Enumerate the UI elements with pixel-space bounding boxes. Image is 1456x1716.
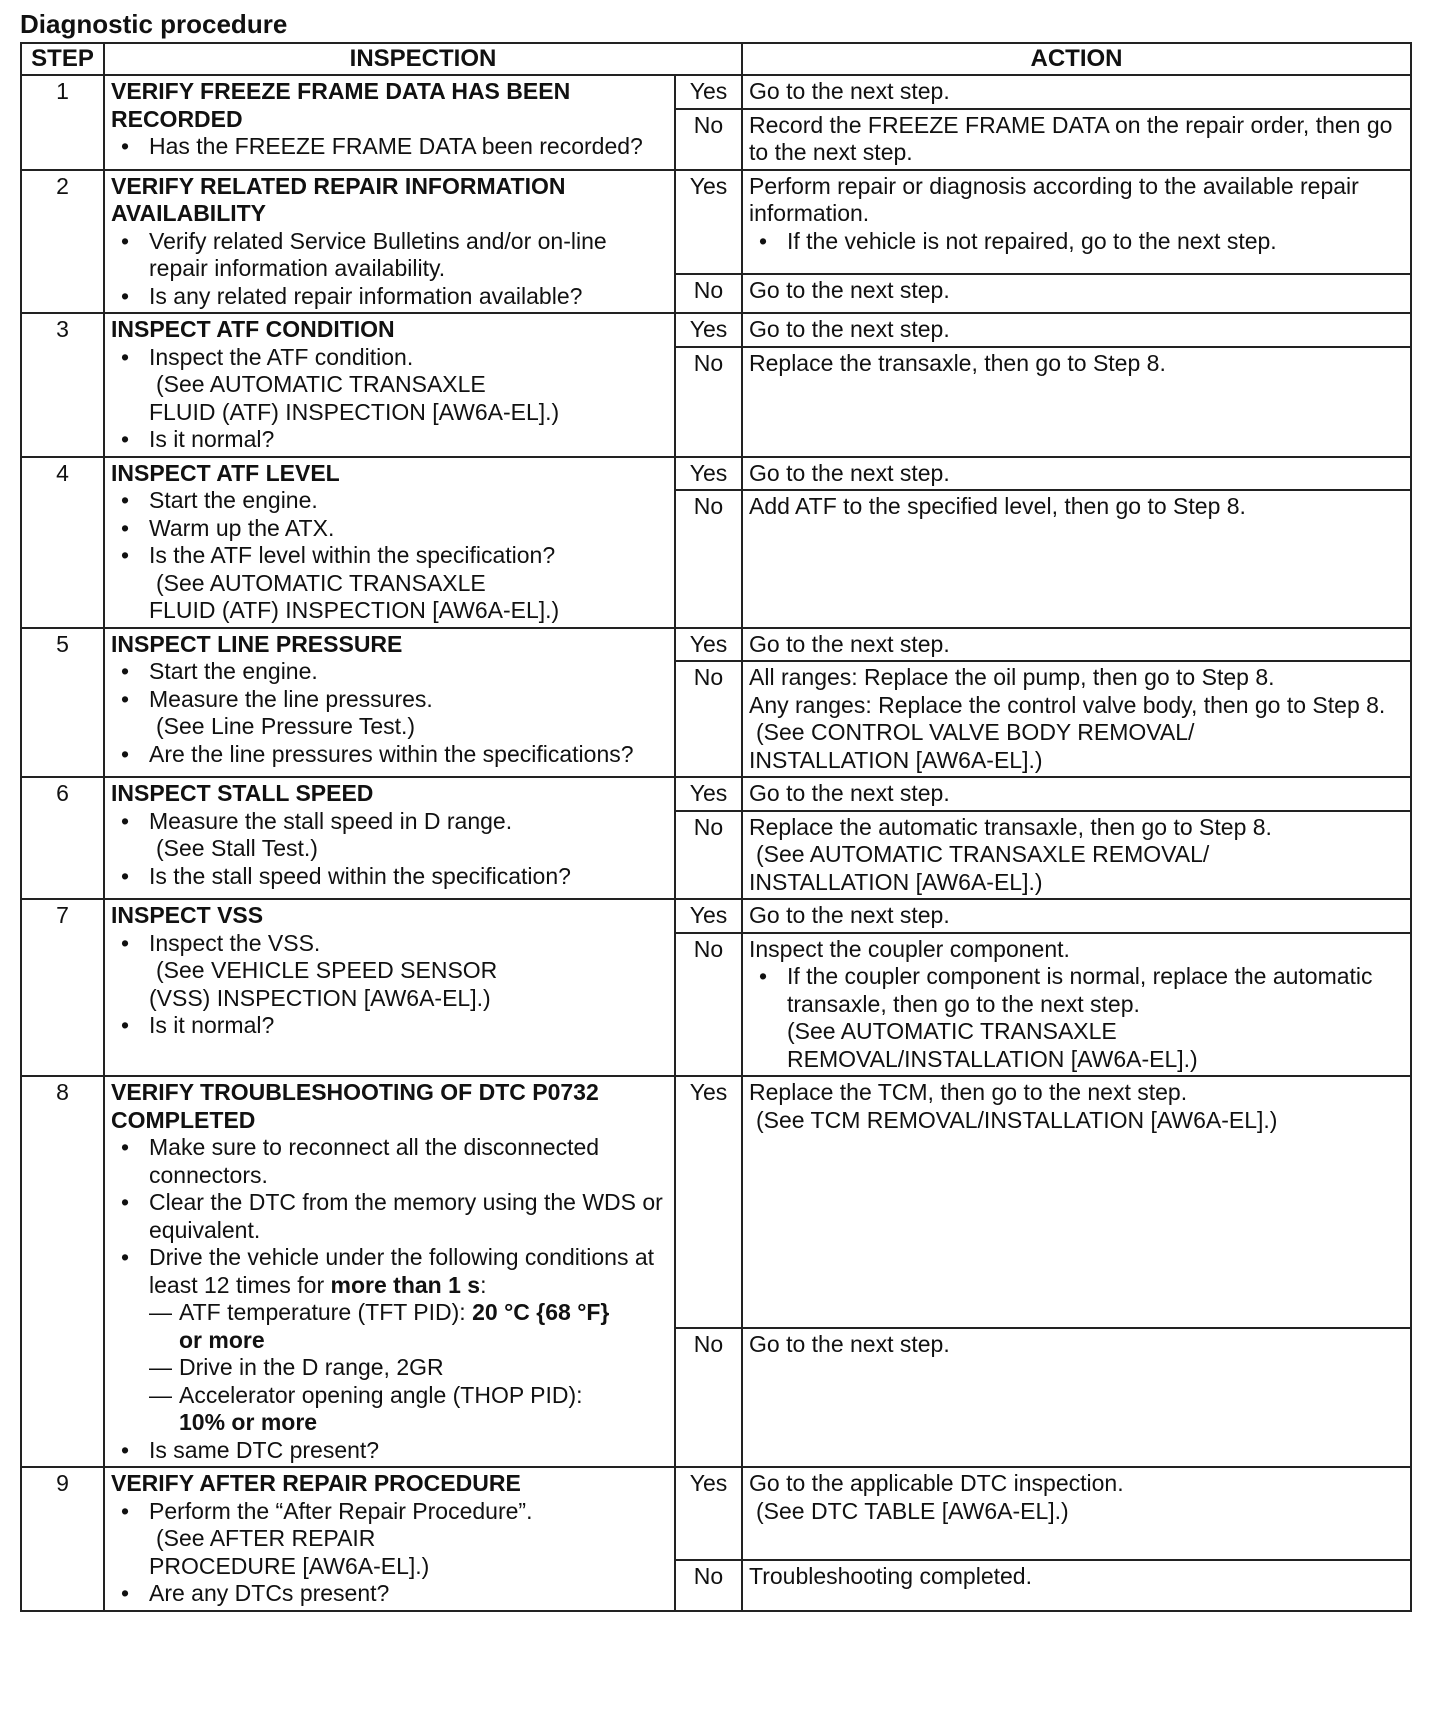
yes-label: Yes <box>675 457 742 491</box>
step-title: INSPECT VSS <box>111 902 264 928</box>
yes-label: Yes <box>675 1467 742 1560</box>
emphasis-text: 10% or more <box>179 1409 318 1435</box>
no-action: Add ATF to the specified level, then go to Step 8. <box>742 490 1411 628</box>
inspection-list <box>111 1134 668 1464</box>
yes-action: Go to the applicable DTC inspection. <box>749 1470 1124 1496</box>
inspection-item <box>111 542 668 625</box>
yes-action: Perform repair or diagnosis according to the available repair information. <box>749 172 1359 226</box>
yes-label: Yes <box>675 313 742 347</box>
step-6-yes-row <box>21 777 1411 811</box>
reference-text: (See AUTOMATIC TRANSAXLE REMOVAL/ <box>756 841 1210 867</box>
step-number: 8 <box>21 1076 104 1467</box>
condition-item <box>149 1299 668 1354</box>
reference-text: (See CONTROL VALVE BODY REMOVAL/ <box>756 719 1195 745</box>
inspection-item: • Start the engine. <box>111 487 668 515</box>
yes-action: Go to the next step. <box>742 628 1411 662</box>
no-label: No <box>675 490 742 628</box>
inspection-item-text: • Is the ATF level within the specification? <box>149 542 556 568</box>
emphasis-text: more than 1 s <box>330 1271 481 1298</box>
step-number: 7 <box>21 899 104 1076</box>
inspection-list <box>111 930 668 1040</box>
inspection-item-text <box>149 1244 668 1299</box>
inspection-cell <box>104 1076 675 1467</box>
step-1-yes-row <box>21 75 1411 109</box>
inspection-cell <box>104 1467 675 1611</box>
inspection-item <box>111 686 668 741</box>
table-header-row <box>21 43 1411 75</box>
inspection-list <box>111 1498 668 1608</box>
inspection-list <box>111 487 668 625</box>
text-run: : <box>480 1271 487 1298</box>
inspection-item <box>111 1498 668 1581</box>
text-run: Drive the vehicle under the following conditions at least 12 times for <box>149 1244 655 1298</box>
inspection-item-text: • Inspect the ATF condition. <box>149 343 414 370</box>
step-2-yes-row <box>21 170 1411 274</box>
step-9-yes-row <box>21 1467 1411 1560</box>
inspection-cell <box>104 170 675 314</box>
step-number: 5 <box>21 628 104 778</box>
no-action: All ranges: Replace the oil pump, then go to Step 8. <box>749 664 1275 690</box>
inspection-item: • Is it normal? <box>111 426 668 454</box>
inspection-item: • Make sure to reconnect all the disconnected connectors. <box>111 1134 668 1189</box>
yes-action-cell <box>742 1467 1411 1560</box>
inspection-item: • Is it normal? <box>111 1012 668 1040</box>
action-item: • If the vehicle is not repaired, go to the next step. <box>749 228 1404 256</box>
inspection-item-text: • Inspect the VSS. <box>149 929 321 956</box>
inspection-list <box>111 344 668 454</box>
no-label: No <box>675 109 742 170</box>
step-4-yes-row <box>21 457 1411 491</box>
inspection-item <box>111 344 668 427</box>
reference-text: (See AUTOMATIC TRANSAXLE <box>156 371 486 397</box>
action-item <box>749 963 1404 1073</box>
step-title: INSPECT STALL SPEED <box>111 780 374 806</box>
reference-text: (See AFTER REPAIR <box>156 1525 376 1551</box>
reference-text: (See DTC TABLE [AW6A-EL].) <box>756 1497 1069 1524</box>
step-5-yes-row <box>21 628 1411 662</box>
emphasis-text: 20 °C {68 °F} <box>472 1299 610 1325</box>
step-title: INSPECT ATF LEVEL <box>111 459 340 486</box>
column-header-step: STEP <box>21 43 104 75</box>
inspection-cell <box>104 628 675 778</box>
step-title: VERIFY TROUBLESHOOTING OF DTC P0732 COMPLETED <box>111 1079 599 1133</box>
no-action: Replace the transaxle, then go to Step 8. <box>742 347 1411 457</box>
yes-action-cell <box>742 1076 1411 1328</box>
no-action-cell <box>742 933 1411 1077</box>
inspection-item-text: • Measure the stall speed in D range. <box>149 807 513 834</box>
yes-label: Yes <box>675 777 742 811</box>
inspection-cell <box>104 899 675 1076</box>
reference-text: FLUID (ATF) INSPECTION [AW6A-EL].) <box>149 398 560 425</box>
no-label: No <box>675 347 742 457</box>
column-header-action: ACTION <box>742 43 1411 75</box>
reference-text: PROCEDURE [AW6A-EL].) <box>149 1552 430 1579</box>
condition-item <box>149 1354 668 1382</box>
dash-mark: — <box>149 1299 172 1325</box>
yes-action: Go to the next step. <box>742 75 1411 109</box>
dash-mark: — <box>149 1381 172 1408</box>
step-title: INSPECT LINE PRESSURE <box>111 630 403 657</box>
yes-label: Yes <box>675 628 742 662</box>
reference-text: (See Stall Test.) <box>156 835 318 861</box>
inspection-item: • Is any related repair information available? <box>111 283 668 311</box>
inspection-item <box>111 808 668 863</box>
column-header-inspection: INSPECTION <box>104 43 742 75</box>
inspection-item: • Clear the DTC from the memory using the WDS or equivalent. <box>111 1189 668 1244</box>
inspection-cell <box>104 75 675 170</box>
reference-text: INSTALLATION [AW6A-EL].) <box>749 746 1043 773</box>
no-action: Any ranges: Replace the control valve body, then go to Step 8. <box>749 691 1386 718</box>
inspection-cell <box>104 313 675 457</box>
inspection-cell <box>104 777 675 899</box>
no-action-cell <box>742 661 1411 777</box>
no-label: No <box>675 1560 742 1611</box>
no-action: Go to the next step. <box>742 274 1411 313</box>
inspection-list <box>111 808 668 891</box>
step-number: 6 <box>21 777 104 899</box>
condition-item <box>149 1382 668 1437</box>
inspection-list <box>111 133 668 161</box>
yes-label: Yes <box>675 1076 742 1328</box>
no-label: No <box>675 933 742 1077</box>
action-list <box>749 963 1404 1073</box>
text-run: Drive in the D range, 2GR <box>179 1354 444 1380</box>
reference-text: (See TCM REMOVAL/INSTALLATION [AW6A-EL].) <box>756 1106 1278 1133</box>
inspection-item: • Is same DTC present? <box>111 1437 668 1465</box>
inspection-item: • Are the line pressures within the specifications? <box>111 741 668 769</box>
text-run: Accelerator opening angle (THOP PID): <box>179 1381 583 1408</box>
no-label: No <box>675 661 742 777</box>
step-3-yes-row <box>21 313 1411 347</box>
inspection-item: • Has the FREEZE FRAME DATA been recorded? <box>111 133 668 161</box>
yes-action: Go to the next step. <box>742 777 1411 811</box>
step-title: INSPECT ATF CONDITION <box>111 316 395 342</box>
inspection-list <box>111 658 668 768</box>
reference-text: REMOVAL/INSTALLATION [AW6A-EL].) <box>787 1045 1198 1072</box>
no-action: Go to the next step. <box>742 1328 1411 1467</box>
step-title: VERIFY AFTER REPAIR PROCEDURE <box>111 1470 521 1496</box>
diagnostic-table <box>20 42 1412 1612</box>
reference-text: FLUID (ATF) INSPECTION [AW6A-EL].) <box>149 597 560 623</box>
inspection-item <box>111 1244 668 1437</box>
page-title: Diagnostic procedure <box>20 9 288 39</box>
inspection-item: • Start the engine. <box>111 658 668 686</box>
reference-text: (See Line Pressure Test.) <box>156 713 416 739</box>
reference-text: (See AUTOMATIC TRANSAXLE <box>787 1018 1117 1044</box>
inspection-item-text: • Measure the line pressures. <box>149 685 433 712</box>
action-item-text: • If the coupler component is normal, replace the automatic transaxle, then go to the next step. <box>787 963 1373 1017</box>
no-action: Inspect the coupler component. <box>749 935 1070 962</box>
step-title: VERIFY FREEZE FRAME DATA HAS BEEN RECORDED <box>111 78 571 132</box>
yes-action: Go to the next step. <box>742 899 1411 933</box>
inspection-item: • Is the stall speed within the specification? <box>111 863 668 891</box>
inspection-item: • Are any DTCs present? <box>111 1580 668 1608</box>
inspection-item: • Verify related Service Bulletins and/or on-line repair information availability. <box>111 228 668 283</box>
yes-action: Go to the next step. <box>742 457 1411 491</box>
step-number: 2 <box>21 170 104 314</box>
no-action: Troubleshooting completed. <box>742 1560 1411 1611</box>
no-label: No <box>675 1328 742 1467</box>
reference-text: (See AUTOMATIC TRANSAXLE <box>156 569 486 596</box>
yes-label: Yes <box>675 170 742 274</box>
step-7-yes-row <box>21 899 1411 933</box>
no-label: No <box>675 274 742 313</box>
step-title: VERIFY RELATED REPAIR INFORMATION AVAILABILITY <box>111 172 566 226</box>
yes-action: Replace the TCM, then go to the next step. <box>749 1079 1188 1105</box>
no-action: Record the FREEZE FRAME DATA on the repair order, then go to the next step. <box>742 109 1411 170</box>
no-action-cell <box>742 811 1411 900</box>
reference-text: (See VEHICLE SPEED SENSOR <box>156 957 498 983</box>
inspection-item <box>111 930 668 1013</box>
yes-action-cell <box>742 170 1411 274</box>
no-label: No <box>675 811 742 900</box>
yes-action: Go to the next step. <box>742 313 1411 347</box>
step-number: 3 <box>21 313 104 457</box>
yes-label: Yes <box>675 75 742 109</box>
step-number: 1 <box>21 75 104 170</box>
step-8-yes-row <box>21 1076 1411 1328</box>
reference-text: (VSS) INSPECTION [AW6A-EL].) <box>149 984 491 1011</box>
inspection-item-text: • Perform the “After Repair Procedure”. <box>149 1497 533 1524</box>
step-number: 4 <box>21 457 104 628</box>
inspection-item: • Warm up the ATX. <box>111 515 668 543</box>
inspection-cell <box>104 457 675 628</box>
no-action: Replace the automatic transaxle, then go to Step 8. <box>749 813 1272 840</box>
reference-text: INSTALLATION [AW6A-EL].) <box>749 868 1043 895</box>
emphasis-text: or more <box>179 1326 265 1353</box>
inspection-list <box>111 228 668 311</box>
step-number: 9 <box>21 1467 104 1611</box>
action-list <box>749 228 1404 256</box>
yes-label: Yes <box>675 899 742 933</box>
text-run: ATF temperature (TFT PID): <box>179 1299 473 1325</box>
dash-mark: — <box>149 1354 172 1380</box>
